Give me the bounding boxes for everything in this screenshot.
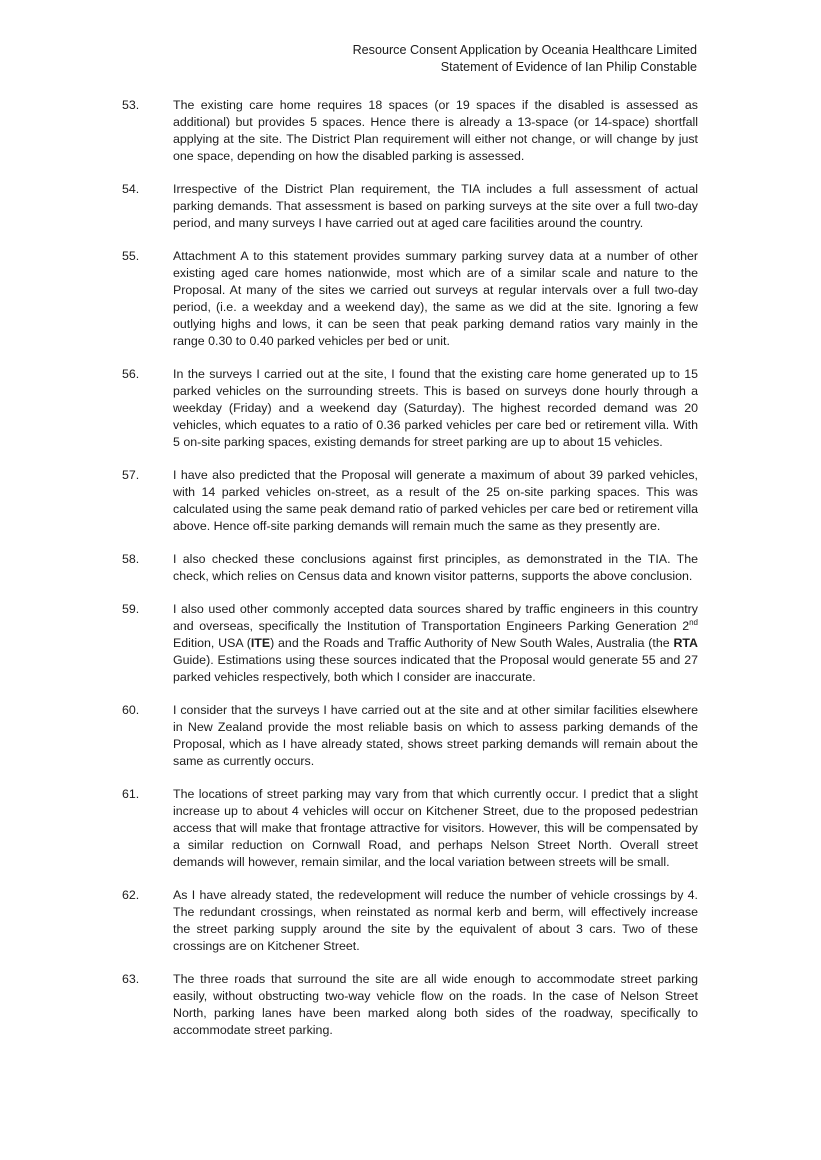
- paragraph-56: [122, 366, 698, 451]
- rta-abbreviation: RTA: [673, 636, 698, 650]
- paragraph-number: 56.: [122, 367, 140, 381]
- text-segment: Guide). Estimations using these sources indicated that the Proposal would generate 55 and 27 parked vehicles respectively, both which I consider are inaccurate.: [173, 653, 698, 684]
- paragraph-62: [122, 887, 698, 955]
- header-line-2: Statement of Evidence of Ian Philip Constable: [440, 60, 697, 74]
- paragraph-text: I have also predicted that the Proposal will generate a maximum of about 39 parked vehicles, with 14 parked vehicles on-street, as a result of the 25 on-site parking spaces. This was calculated using the same peak demand ratio of parked vehicles per care bed or retirement villa above. Hence off-site parking demands will remain much the same as they presently are.: [173, 468, 698, 533]
- paragraph-text: The existing care home requires 18 spaces (or 19 spaces if the disabled is assessed as additional) but provides 5 spaces. Hence there is already a 13-space (or 14-space) shortfall applying at the site. The District Plan requirement will either not change, or will change by just one space, depending on how the disabled parking is assessed.: [173, 98, 698, 163]
- page-header: [353, 42, 697, 76]
- paragraph-number: 63.: [122, 972, 140, 986]
- paragraph-number: 54.: [122, 182, 140, 196]
- text-segment: ) and the Roads and Traffic Authority of New South Wales, Australia (the: [270, 636, 674, 650]
- paragraph-number: 61.: [122, 787, 140, 801]
- paragraph-text: Attachment A to this statement provides summary parking survey data at a number of other existing aged care homes nationwide, most which are of a similar scale and nature to the Proposal. At many of the sites we carried out surveys at regular intervals over a full two-day period, (i.e. a weekday and a weekend day), the same as we did at the site. Ignoring a few outlying highs and lows, it can be seen that peak parking demand ratios vary mainly in the range 0.30 to 0.40 parked vehicles per bed or unit.: [173, 249, 698, 348]
- paragraph-55: [122, 248, 698, 350]
- paragraph-number: 60.: [122, 703, 140, 717]
- paragraph-61: [122, 786, 698, 871]
- paragraph-text: Irrespective of the District Plan requirement, the TIA includes a full assessment of actual parking demands. That assessment is based on parking surveys at the site over a full two-day period, and many surveys I have carried out at aged care facilities around the country.: [173, 182, 698, 230]
- paragraph-59: [122, 601, 698, 686]
- text-segment: I also used other commonly accepted data sources shared by traffic engineers in this country and overseas, specifically the Institution of Transportation Engineers Parking Generation 2: [173, 602, 698, 633]
- paragraph-number: 57.: [122, 468, 140, 482]
- paragraph-60: [122, 702, 698, 770]
- paragraph-58: [122, 551, 698, 585]
- paragraph-text: I consider that the surveys I have carried out at the site and at other similar facilities elsewhere in New Zealand provide the most reliable basis on which to assess parking demands of the Proposal, which as I have already stated, shows street parking demands will remain about the same as currently occurs.: [173, 703, 698, 768]
- ite-abbreviation: ITE: [250, 636, 271, 650]
- numbered-paragraphs: [122, 97, 698, 1039]
- paragraph-number: 62.: [122, 888, 140, 902]
- text-segment: Edition, USA (: [173, 636, 251, 650]
- paragraph-text: As I have already stated, the redevelopment will reduce the number of vehicle crossings by 4. The redundant crossings, when reinstated as normal kerb and berm, will effectively increase the street parking supply around the site by the equivalent of about 3 cars. Two of these crossings are on Kitchener Street.: [173, 888, 698, 953]
- paragraph-number: 53.: [122, 98, 140, 112]
- paragraph-53: [122, 97, 698, 165]
- header-line-1: Resource Consent Application by Oceania Healthcare Limited: [352, 43, 697, 57]
- paragraph-number: 55.: [122, 249, 140, 263]
- paragraph-63: [122, 971, 698, 1039]
- paragraph-text: The three roads that surround the site are all wide enough to accommodate street parking easily, without obstructing two-way vehicle flow on the roads. In the case of Nelson Street North, parking lanes have been marked along both sides of the roadway, specifically to accommodate street parking.: [173, 972, 698, 1037]
- paragraph-number: 58.: [122, 552, 140, 566]
- paragraph-number: 59.: [122, 602, 140, 616]
- paragraph-57: [122, 467, 698, 535]
- paragraph-text: The locations of street parking may vary from that which currently occur. I predict that a slight increase up to about 4 vehicles will occur on Kitchener Street, due to the proposed pedestrian access that will make that frontage attractive for visitors. However, this will be compensated by a similar reduction on Cornwall Road, and perhaps Nelson Street North. Overall street demands will however, remain similar, and the local variation between streets will be small.: [173, 787, 698, 869]
- paragraph-text: [173, 601, 698, 686]
- ordinal-superscript: nd: [689, 617, 698, 627]
- paragraph-text: In the surveys I carried out at the site, I found that the existing care home generated up to 15 parked vehicles on the surrounding streets. This is based on surveys done hourly through a weekday (Friday) and a weekend day (Saturday). The highest recorded demand was 20 vehicles, which equates to a ratio of 0.36 parked vehicles per care bed or retirement villa. With 5 on-site parking spaces, existing demands for street parking are up to about 15 vehicles.: [173, 367, 698, 449]
- paragraph-54: [122, 181, 698, 232]
- paragraph-text: I also checked these conclusions against first principles, as demonstrated in the TIA. The check, which relies on Census data and known visitor patterns, supports the above conclusion.: [173, 552, 698, 583]
